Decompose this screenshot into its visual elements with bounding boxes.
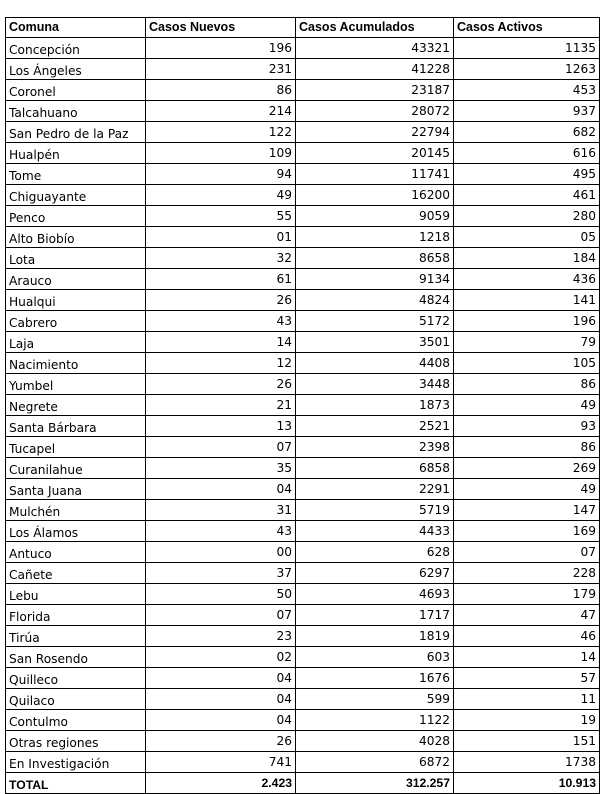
casos-activos-cell: 14: [454, 647, 600, 668]
table-body: [6, 38, 600, 773]
comuna-cell: Santa Bárbara: [6, 416, 146, 437]
comuna-cell: Otras regiones: [6, 731, 146, 752]
casos-nuevos-cell: 231: [146, 59, 296, 80]
casos-activos-cell: 453: [454, 80, 600, 101]
casos-nuevos-cell: 04: [146, 710, 296, 731]
comuna-cell: Arauco: [6, 269, 146, 290]
comuna-cell: Chiguayante: [6, 185, 146, 206]
table-row: [6, 122, 600, 143]
casos-nuevos-cell: 55: [146, 206, 296, 227]
casos-acumulados-cell: 43321: [296, 38, 454, 59]
total-casos-acumulados: 312.257: [296, 773, 454, 794]
casos-nuevos-cell: 07: [146, 437, 296, 458]
casos-activos-cell: 141: [454, 290, 600, 311]
casos-activos-cell: 86: [454, 374, 600, 395]
comuna-cell: Santa Juana: [6, 479, 146, 500]
table-row: [6, 542, 600, 563]
casos-acumulados-cell: 4433: [296, 521, 454, 542]
comuna-cell: Florida: [6, 605, 146, 626]
casos-acumulados-cell: 16200: [296, 185, 454, 206]
casos-acumulados-cell: 9059: [296, 206, 454, 227]
total-casos-nuevos: 2.423: [146, 773, 296, 794]
casos-activos-cell: 19: [454, 710, 600, 731]
table-row: [6, 143, 600, 164]
casos-activos-cell: 228: [454, 563, 600, 584]
casos-nuevos-cell: 00: [146, 542, 296, 563]
table-row: [6, 689, 600, 710]
comuna-cell: Quilaco: [6, 689, 146, 710]
comuna-cell: Coronel: [6, 80, 146, 101]
casos-activos-cell: 269: [454, 458, 600, 479]
casos-acumulados-cell: 6858: [296, 458, 454, 479]
casos-activos-cell: 1738: [454, 752, 600, 773]
table-row: [6, 605, 600, 626]
table-row: [6, 101, 600, 122]
comuna-cell: Tome: [6, 164, 146, 185]
casos-nuevos-cell: 01: [146, 227, 296, 248]
table-row: [6, 38, 600, 59]
casos-acumulados-cell: 4693: [296, 584, 454, 605]
casos-activos-cell: 147: [454, 500, 600, 521]
casos-activos-cell: 11: [454, 689, 600, 710]
casos-nuevos-cell: 04: [146, 689, 296, 710]
table-row: [6, 248, 600, 269]
comuna-cell: Los Álamos: [6, 521, 146, 542]
comuna-cell: Los Ángeles: [6, 59, 146, 80]
header-casos-activos: Casos Activos: [454, 18, 600, 38]
casos-nuevos-cell: 741: [146, 752, 296, 773]
table-row: [6, 416, 600, 437]
table-row: [6, 479, 600, 500]
casos-nuevos-cell: 26: [146, 731, 296, 752]
casos-nuevos-cell: 26: [146, 290, 296, 311]
casos-acumulados-cell: 1819: [296, 626, 454, 647]
casos-nuevos-cell: 214: [146, 101, 296, 122]
comuna-cell: Tucapel: [6, 437, 146, 458]
table-row: [6, 500, 600, 521]
comuna-cell: San Rosendo: [6, 647, 146, 668]
casos-acumulados-cell: 5172: [296, 311, 454, 332]
casos-acumulados-cell: 599: [296, 689, 454, 710]
casos-nuevos-cell: 61: [146, 269, 296, 290]
casos-acumulados-cell: 3448: [296, 374, 454, 395]
casos-activos-cell: 93: [454, 416, 600, 437]
comuna-cell: En Investigación: [6, 752, 146, 773]
casos-activos-cell: 184: [454, 248, 600, 269]
table-row: [6, 731, 600, 752]
casos-nuevos-cell: 35: [146, 458, 296, 479]
casos-activos-cell: 49: [454, 395, 600, 416]
casos-activos-cell: 616: [454, 143, 600, 164]
casos-nuevos-cell: 94: [146, 164, 296, 185]
comuna-cell: Mulchén: [6, 500, 146, 521]
casos-nuevos-cell: 43: [146, 311, 296, 332]
casos-nuevos-cell: 26: [146, 374, 296, 395]
comuna-cell: Nacimiento: [6, 353, 146, 374]
casos-activos-cell: 495: [454, 164, 600, 185]
table-row: [6, 332, 600, 353]
table-row: [6, 185, 600, 206]
table-row: [6, 206, 600, 227]
casos-acumulados-cell: 41228: [296, 59, 454, 80]
casos-nuevos-cell: 196: [146, 38, 296, 59]
comuna-cell: Quilleco: [6, 668, 146, 689]
casos-nuevos-cell: 86: [146, 80, 296, 101]
casos-acumulados-cell: 5719: [296, 500, 454, 521]
comuna-cell: Hualqui: [6, 290, 146, 311]
casos-activos-cell: 07: [454, 542, 600, 563]
table-row: [6, 647, 600, 668]
casos-acumulados-cell: 4408: [296, 353, 454, 374]
casos-nuevos-cell: 04: [146, 479, 296, 500]
casos-activos-cell: 1135: [454, 38, 600, 59]
comuna-cell: Laja: [6, 332, 146, 353]
comuna-cell: Lota: [6, 248, 146, 269]
casos-activos-cell: 682: [454, 122, 600, 143]
casos-acumulados-cell: 628: [296, 542, 454, 563]
casos-acumulados-cell: 9134: [296, 269, 454, 290]
table-row: [6, 311, 600, 332]
header-row: [6, 18, 600, 38]
table-row: [6, 521, 600, 542]
comuna-cell: Lebu: [6, 584, 146, 605]
comuna-cell: Concepción: [6, 38, 146, 59]
casos-nuevos-cell: 43: [146, 521, 296, 542]
casos-acumulados-cell: 28072: [296, 101, 454, 122]
table-row: [6, 668, 600, 689]
casos-acumulados-cell: 8658: [296, 248, 454, 269]
casos-acumulados-cell: 23187: [296, 80, 454, 101]
header-casos-nuevos: Casos Nuevos: [146, 18, 296, 38]
comuna-cell: Talcahuano: [6, 101, 146, 122]
casos-activos-cell: 05: [454, 227, 600, 248]
table-row: [6, 374, 600, 395]
casos-activos-cell: 937: [454, 101, 600, 122]
casos-activos-cell: 105: [454, 353, 600, 374]
casos-acumulados-cell: 3501: [296, 332, 454, 353]
table-row: [6, 752, 600, 773]
casos-nuevos-cell: 109: [146, 143, 296, 164]
casos-acumulados-cell: 1676: [296, 668, 454, 689]
comuna-cell: Cañete: [6, 563, 146, 584]
table-row: [6, 164, 600, 185]
total-label: TOTAL: [6, 773, 146, 794]
casos-activos-cell: 179: [454, 584, 600, 605]
comuna-cell: Tirúa: [6, 626, 146, 647]
total-casos-activos: 10.913: [454, 773, 600, 794]
comunas-table: [5, 17, 600, 794]
casos-acumulados-cell: 20145: [296, 143, 454, 164]
casos-nuevos-cell: 12: [146, 353, 296, 374]
comuna-cell: Antuco: [6, 542, 146, 563]
table-row: [6, 80, 600, 101]
casos-activos-cell: 57: [454, 668, 600, 689]
casos-nuevos-cell: 21: [146, 395, 296, 416]
casos-nuevos-cell: 23: [146, 626, 296, 647]
casos-nuevos-cell: 04: [146, 668, 296, 689]
table-row: [6, 227, 600, 248]
casos-activos-cell: 49: [454, 479, 600, 500]
casos-activos-cell: 151: [454, 731, 600, 752]
table-row: [6, 563, 600, 584]
total-row: [6, 773, 600, 794]
header-comuna: Comuna: [6, 18, 146, 38]
casos-activos-cell: 86: [454, 437, 600, 458]
casos-activos-cell: 461: [454, 185, 600, 206]
casos-acumulados-cell: 4028: [296, 731, 454, 752]
casos-nuevos-cell: 49: [146, 185, 296, 206]
table-row: [6, 710, 600, 731]
casos-nuevos-cell: 13: [146, 416, 296, 437]
casos-acumulados-cell: 1122: [296, 710, 454, 731]
table-row: [6, 59, 600, 80]
casos-acumulados-cell: 4824: [296, 290, 454, 311]
table-row: [6, 353, 600, 374]
casos-acumulados-cell: 6297: [296, 563, 454, 584]
comuna-cell: Cabrero: [6, 311, 146, 332]
table-row: [6, 290, 600, 311]
casos-nuevos-cell: 02: [146, 647, 296, 668]
table-row: [6, 626, 600, 647]
table-row: [6, 395, 600, 416]
casos-acumulados-cell: 2521: [296, 416, 454, 437]
casos-acumulados-cell: 6872: [296, 752, 454, 773]
casos-acumulados-cell: 11741: [296, 164, 454, 185]
casos-activos-cell: 47: [454, 605, 600, 626]
casos-activos-cell: 1263: [454, 59, 600, 80]
casos-acumulados-cell: 2291: [296, 479, 454, 500]
casos-nuevos-cell: 122: [146, 122, 296, 143]
casos-acumulados-cell: 1717: [296, 605, 454, 626]
table-row: [6, 269, 600, 290]
casos-acumulados-cell: 603: [296, 647, 454, 668]
comuna-cell: Alto Biobío: [6, 227, 146, 248]
casos-nuevos-cell: 50: [146, 584, 296, 605]
table-row: [6, 458, 600, 479]
casos-nuevos-cell: 31: [146, 500, 296, 521]
casos-activos-cell: 79: [454, 332, 600, 353]
casos-activos-cell: 196: [454, 311, 600, 332]
comuna-cell: Contulmo: [6, 710, 146, 731]
casos-acumulados-cell: 2398: [296, 437, 454, 458]
header-casos-acumulados: Casos Acumulados: [296, 18, 454, 38]
casos-acumulados-cell: 1873: [296, 395, 454, 416]
table-row: [6, 437, 600, 458]
comuna-cell: Yumbel: [6, 374, 146, 395]
comuna-cell: San Pedro de la Paz: [6, 122, 146, 143]
comuna-cell: Negrete: [6, 395, 146, 416]
casos-activos-cell: 169: [454, 521, 600, 542]
casos-nuevos-cell: 07: [146, 605, 296, 626]
comuna-cell: Hualpén: [6, 143, 146, 164]
casos-nuevos-cell: 37: [146, 563, 296, 584]
table-row: [6, 584, 600, 605]
casos-activos-cell: 46: [454, 626, 600, 647]
casos-acumulados-cell: 1218: [296, 227, 454, 248]
casos-nuevos-cell: 14: [146, 332, 296, 353]
comuna-cell: Curanilahue: [6, 458, 146, 479]
casos-activos-cell: 436: [454, 269, 600, 290]
casos-acumulados-cell: 22794: [296, 122, 454, 143]
casos-nuevos-cell: 32: [146, 248, 296, 269]
comuna-cell: Penco: [6, 206, 146, 227]
casos-activos-cell: 280: [454, 206, 600, 227]
